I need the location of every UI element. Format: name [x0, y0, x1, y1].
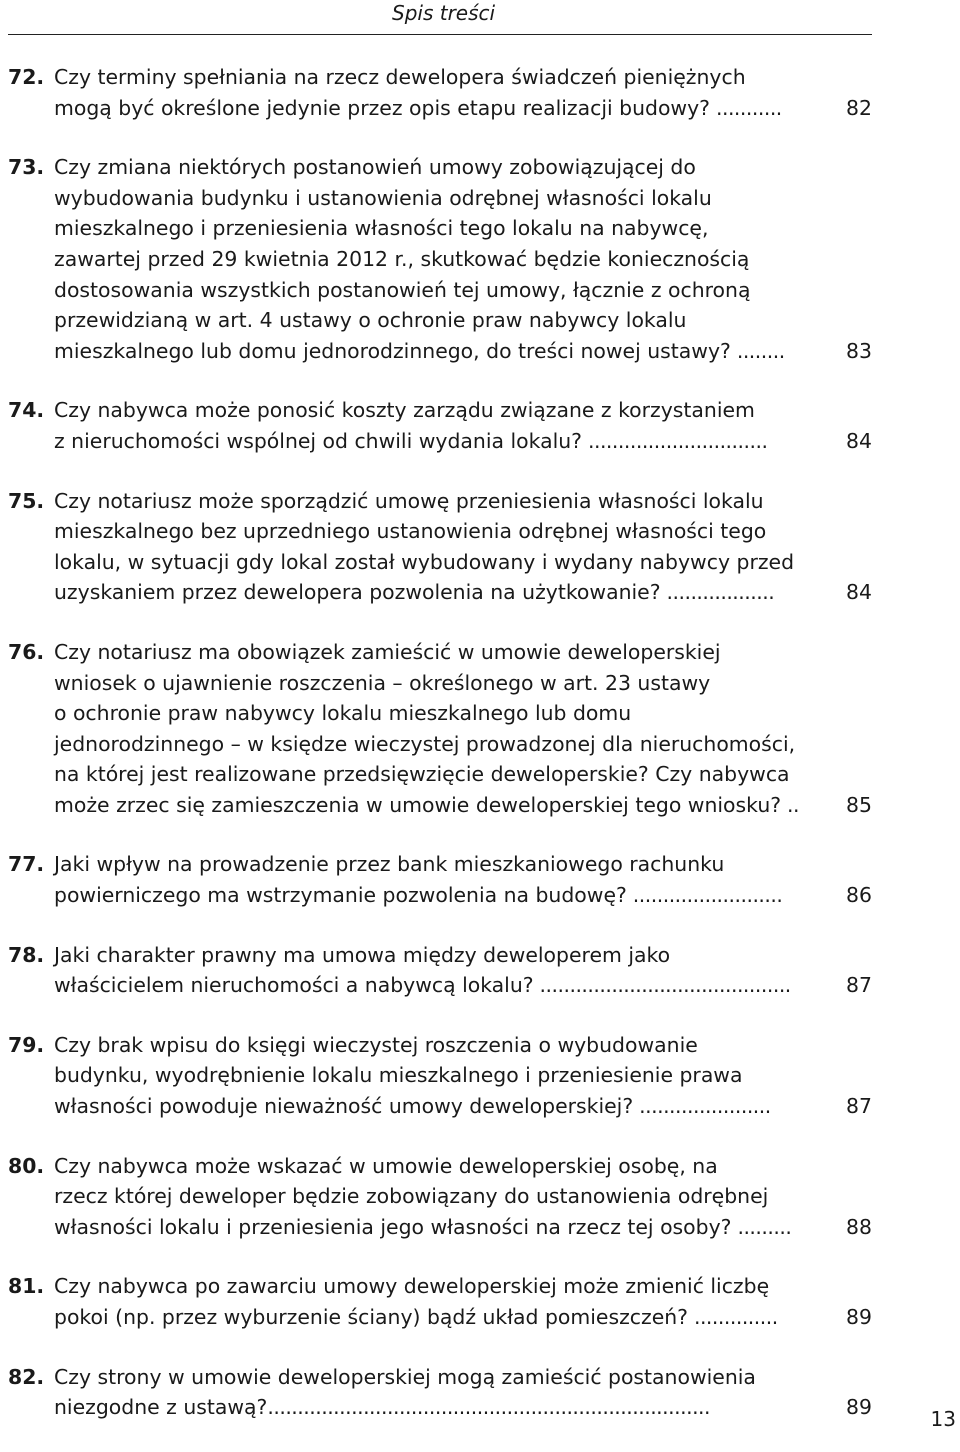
toc-entry-text-line — [54, 62, 820, 93]
toc-leader-dots: ......... — [731, 1214, 792, 1239]
toc-entry-text: wniosek o ujawnienie roszczenia – określonego w art. 23 ustawy — [54, 670, 711, 695]
toc-entry-number: 73. — [8, 155, 45, 180]
toc-entry-page: 87 — [846, 1094, 872, 1119]
toc-entry-text-line — [54, 305, 820, 336]
toc-leader-dots: ...................... — [633, 1094, 771, 1119]
toc-entry-text: mieszkalnego lub domu jednorodzinnego, do treści nowej ustawy? — [54, 338, 731, 363]
toc-entry-text: Czy terminy spełniania na rzecz dewelopera świadczeń pieniężnych — [54, 65, 746, 89]
toc-entry-text: mogą być określone jedynie przez opis etapu realizacji budowy? — [54, 95, 710, 120]
toc-entry[interactable] — [0, 1271, 960, 1332]
toc-entry[interactable] — [0, 152, 960, 366]
toc-entry-text: powierniczego ma wstrzymanie pozwolenia na budowę? — [54, 883, 627, 908]
toc-entry-page: 87 — [846, 973, 872, 998]
toc-entry-text-line — [54, 426, 820, 457]
toc-entry-page: 84 — [846, 428, 872, 453]
toc-entry-text-line — [54, 759, 820, 790]
toc-leader-dots: .............................. — [582, 428, 768, 453]
toc-entry-text: na której jest realizowane przedsięwzięcie deweloperskie? Czy nabywca — [54, 762, 790, 787]
toc-entry[interactable] — [0, 395, 960, 456]
toc-entry[interactable] — [0, 1030, 960, 1122]
header-rule — [8, 34, 872, 35]
toc-entry-text: Jaki wpływ na prowadzenie przez bank mieszkaniowego rachunku — [54, 852, 725, 877]
toc-entry-text: Jaki charakter prawny ma umowa między deweloperem jako — [54, 942, 671, 967]
toc-entry-number: 79. — [8, 1032, 45, 1057]
toc-entry-number: 80. — [8, 1153, 45, 1178]
toc-entry-text-line — [54, 1392, 820, 1423]
toc-entry-text: może zrzec się zamieszczenia w umowie deweloperskiej tego wniosku? — [54, 792, 782, 817]
toc-entry[interactable] — [0, 62, 960, 123]
toc-entry-text-line — [54, 729, 820, 760]
toc-entry[interactable] — [0, 637, 960, 821]
toc-entry-text: lokalu, w sytuacji gdy lokal został wybudowany i wydany nabywcy przed — [54, 549, 795, 574]
toc-entry-text: Czy nabywca może ponosić koszty zarządu związane z korzystaniem — [54, 398, 755, 423]
toc-leader-dots: .. — [781, 792, 800, 817]
toc-entry-text-line — [54, 849, 820, 880]
toc-entry-text-line — [54, 1302, 820, 1333]
toc-entry-number: 77. — [8, 852, 45, 877]
toc-entry-text: własności powoduje nieważność umowy deweloperskiej? — [54, 1094, 634, 1119]
toc-entry-text: mieszkalnego bez uprzedniego ustanowienia odrębnej własności tego — [54, 519, 767, 544]
toc-entry[interactable] — [0, 1362, 960, 1423]
toc-entry-text-line — [54, 668, 820, 699]
toc-entry-page: 89 — [846, 1395, 872, 1420]
toc-leader-dots: .................. — [660, 580, 775, 605]
toc-entry-page: 85 — [846, 792, 872, 817]
toc-entry-text: dostosowania wszystkich postanowień tej umowy, łącznie z ochroną — [54, 277, 751, 302]
toc-entry-text-line — [54, 213, 820, 244]
toc-entry[interactable] — [0, 1151, 960, 1243]
toc-entry[interactable] — [0, 486, 960, 608]
toc-entry-number: 74. — [8, 398, 45, 423]
toc-entry-text: z nieruchomości wspólnej od chwili wydania lokalu? — [54, 428, 582, 453]
toc-entry-text: mieszkalnego i przeniesienia własności tego lokalu na nabywcę, — [54, 216, 709, 241]
toc-entry-text-line — [54, 1362, 820, 1393]
page-number: 13 — [930, 1407, 956, 1431]
toc-entry-text: Czy brak wpisu do księgi wieczystej roszczenia o wybudowanie — [54, 1032, 698, 1057]
toc-entry-page: 84 — [846, 580, 872, 605]
toc-entry-text-line — [54, 1181, 820, 1212]
toc-leader-dots: ......................... — [626, 883, 783, 908]
toc-entry-text-line — [54, 790, 820, 821]
toc-entry-text-line — [54, 152, 820, 183]
toc-entry-text: o ochronie praw nabywcy lokalu mieszkalnego lub domu — [54, 701, 632, 726]
toc-entry-page: 82 — [846, 95, 872, 120]
toc-entry-text-line — [54, 577, 820, 608]
running-header-title: Spis treści — [392, 1, 496, 25]
toc-entry-text: Czy strony w umowie deweloperskiej mogą zamieścić postanowienia — [54, 1364, 756, 1389]
toc-entry-page: 83 — [846, 338, 872, 363]
toc-entry-text: Czy notariusz ma obowiązek zamieścić w umowie deweloperskiej — [54, 639, 721, 664]
toc-entry-text-line — [54, 244, 820, 275]
toc-entry-text: Czy nabywca po zawarciu umowy deweloperskiej może zmienić liczbę — [54, 1274, 770, 1299]
toc-entry-text: Czy notariusz może sporządzić umowę przeniesienia własności lokalu — [54, 488, 764, 513]
toc-leader-dots: ........... — [710, 95, 782, 120]
toc-leader-dots: .......................................... — [533, 973, 791, 998]
toc-leader-dots: ........ — [730, 338, 785, 363]
toc-entry-text: uzyskaniem przez dewelopera pozwolenia na użytkowanie? — [54, 580, 661, 605]
toc-entry-text: przewidzianą w art. 4 ustawy o ochronie praw nabywcy lokalu — [54, 308, 687, 333]
toc-entry-text-line — [54, 547, 820, 578]
toc-entry-text-line — [54, 183, 820, 214]
toc-entry-text-line — [54, 93, 820, 124]
toc-entry-text-line — [54, 486, 820, 517]
toc-entry-text: właścicielem nieruchomości a nabywcą lokalu? — [54, 973, 534, 998]
toc-entry-text: pokoi (np. przez wyburzenie ściany) bądź układ pomieszczeń? — [54, 1305, 688, 1329]
toc-entry-text-line — [54, 395, 820, 426]
toc-entry-page: 86 — [846, 883, 872, 908]
toc-entry-page: 88 — [846, 1214, 872, 1239]
toc-entry-text: budynku, wyodrębnienie lokalu mieszkalnego i przeniesienie prawa — [54, 1063, 743, 1088]
toc-entry-text: Czy zmiana niektórych postanowień umowy zobowiązującej do — [54, 155, 696, 180]
toc-entry-text-line — [54, 1151, 820, 1182]
toc-entry-text: zawartej przed 29 kwietnia 2012 r., skutkować będzie koniecznością — [54, 246, 750, 271]
toc-entry-text-line — [54, 1030, 820, 1061]
toc-entry-text-line — [54, 275, 820, 306]
toc-entry-text-line — [54, 336, 820, 367]
toc-entry-text: rzecz której deweloper będzie zobowiązany do ustanowienia odrębnej — [54, 1184, 769, 1209]
toc-entry-text: Czy nabywca może wskazać w umowie deweloperskiej osobę, na — [54, 1153, 718, 1178]
toc-entry-page: 89 — [846, 1305, 872, 1329]
toc-entry-text-line — [54, 516, 820, 547]
toc-entry-number: 76. — [8, 639, 45, 664]
toc-entry-number: 81. — [8, 1274, 45, 1299]
toc-entry-number: 75. — [8, 488, 45, 513]
toc-entry-number: 78. — [8, 942, 45, 967]
toc-entry-text: niezgodne z ustawą? — [54, 1395, 268, 1420]
toc-entry[interactable] — [0, 940, 960, 1001]
toc-entry-text-line — [54, 1091, 820, 1122]
toc-entry-text-line — [54, 1212, 820, 1243]
toc-entry-text-line — [54, 880, 820, 911]
toc-entry-text: wybudowania budynku i ustanowienia odrębnej własności lokalu — [54, 185, 712, 210]
toc-entry-number: 82. — [8, 1364, 45, 1389]
toc-entry-text: własności lokalu i przeniesienia jego własności na rzecz tej osoby? — [54, 1214, 732, 1239]
toc-entry-text-line — [54, 698, 820, 729]
toc-entry-text-line — [54, 637, 820, 668]
toc-leader-dots: .............. — [687, 1305, 778, 1329]
toc-entry-number: 72. — [8, 65, 45, 89]
table-of-contents — [0, 62, 960, 1452]
toc-entry-text-line — [54, 940, 820, 971]
toc-entry-text-line — [54, 1271, 820, 1302]
toc-entry-text-line — [54, 1060, 820, 1091]
toc-entry[interactable] — [0, 849, 960, 910]
toc-entry-text: jednorodzinnego – w księdze wieczystej prowadzonej dla nieruchomości, — [54, 731, 796, 756]
toc-leader-dots: .......................................................................... — [267, 1395, 711, 1420]
toc-entry-text-line — [54, 970, 820, 1001]
